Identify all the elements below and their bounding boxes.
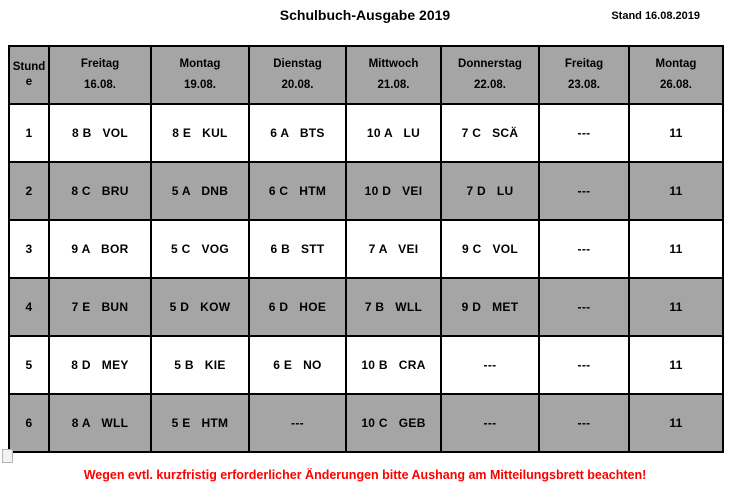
schedule-cell: 6 B STT xyxy=(249,220,346,278)
schedule-cell: 8 D MEY xyxy=(49,336,151,394)
header-date-label: 22.08. xyxy=(474,79,506,91)
header-date-label: 21.08. xyxy=(377,79,410,91)
schedule-cell: 6 D HOE xyxy=(249,278,346,336)
header-date-label: 23.08. xyxy=(568,79,600,91)
stunde-cell: 5 xyxy=(9,336,49,394)
header-date-label: 26.08. xyxy=(660,79,692,91)
header-stunde xyxy=(9,46,49,104)
schedule-cell: 9 A BOR xyxy=(49,220,151,278)
schedule-cell: 6 A BTS xyxy=(249,104,346,162)
schedule-cell: --- xyxy=(539,336,629,394)
schedule-cell: 10 B CRA xyxy=(346,336,441,394)
header-donnerstag-22 xyxy=(441,46,539,104)
page-title: Schulbuch-Ausgabe 2019 xyxy=(279,7,451,23)
table-row xyxy=(9,394,723,452)
table-row xyxy=(9,104,723,162)
header-date-label: 16.08. xyxy=(84,79,116,91)
schedule-cell: 11 xyxy=(629,394,723,452)
header-date-label: 20.08. xyxy=(281,79,314,91)
schedule-cell: 5 C VOG xyxy=(151,220,249,278)
stunde-cell: 4 xyxy=(9,278,49,336)
header-day-label: Donnerstag xyxy=(458,58,522,70)
header-mittwoch-21 xyxy=(346,46,441,104)
stand-date-label: Stand 16.08.2019 xyxy=(611,10,700,22)
table-row xyxy=(9,336,723,394)
table-row xyxy=(9,220,723,278)
schedule-cell: 8 B VOL xyxy=(49,104,151,162)
schedule-cell: 5 D KOW xyxy=(151,278,249,336)
schedule-cell: 5 A DNB xyxy=(151,162,249,220)
schedule-cell: --- xyxy=(539,104,629,162)
schedule-cell: 6 E NO xyxy=(249,336,346,394)
schedule-cell: 8 C BRU xyxy=(49,162,151,220)
schedule-cell: --- xyxy=(539,278,629,336)
schedule-cell: 9 D MET xyxy=(441,278,539,336)
stunde-cell: 3 xyxy=(9,220,49,278)
header-date-label: 19.08. xyxy=(184,79,216,91)
footer-notice: Wegen evtl. kurzfristig erforderlicher Änderungen bitte Aushang am Mitteilungsbrett beachten! xyxy=(83,468,647,482)
schedule-cell: 11 xyxy=(629,162,723,220)
schedule-cell: 7 B WLL xyxy=(346,278,441,336)
table-header-row xyxy=(9,46,723,104)
header-day-label: Montag xyxy=(655,58,697,70)
header-day-label: Freitag xyxy=(564,58,604,70)
schedule-cell: 11 xyxy=(629,104,723,162)
schedule-cell: 7 E BUN xyxy=(49,278,151,336)
schedule-cell: 5 E HTM xyxy=(151,394,249,452)
header-montag-26 xyxy=(629,46,723,104)
header-stunde-label: Stunde xyxy=(12,61,46,88)
header-day-label: Montag xyxy=(179,58,221,70)
header-freitag-16 xyxy=(49,46,151,104)
schedule-cell: 5 B KIE xyxy=(151,336,249,394)
schedule-cell: 7 A VEI xyxy=(346,220,441,278)
schedule-cell: 6 C HTM xyxy=(249,162,346,220)
schedule-cell: 11 xyxy=(629,278,723,336)
schedule-cell: --- xyxy=(539,394,629,452)
schedule-cell: 11 xyxy=(629,336,723,394)
header-day-label: Dienstag xyxy=(273,58,322,70)
header-montag-19 xyxy=(151,46,249,104)
schedule-cell: 10 D VEI xyxy=(346,162,441,220)
schedule-cell: 11 xyxy=(629,220,723,278)
schedule-cell: 9 C VOL xyxy=(441,220,539,278)
stunde-cell: 1 xyxy=(9,104,49,162)
schedule-table xyxy=(8,45,724,453)
table-border-artifact xyxy=(2,449,13,463)
schedule-cell: --- xyxy=(441,336,539,394)
table-row xyxy=(9,278,723,336)
schedule-cell: 8 A WLL xyxy=(49,394,151,452)
schedule-cell: --- xyxy=(249,394,346,452)
schedule-cell: --- xyxy=(441,394,539,452)
stunde-cell: 6 xyxy=(9,394,49,452)
header-day-label: Mittwoch xyxy=(368,58,419,70)
schedule-cell: --- xyxy=(539,162,629,220)
schedule-cell: 10 A LU xyxy=(346,104,441,162)
schedule-cell: 8 E KUL xyxy=(151,104,249,162)
header-day-label: Freitag xyxy=(80,58,120,70)
schedule-cell: 10 C GEB xyxy=(346,394,441,452)
schedule-cell: 7 C SCÄ xyxy=(441,104,539,162)
header-freitag-23 xyxy=(539,46,629,104)
header-dienstag-20 xyxy=(249,46,346,104)
schedule-cell: 7 D LU xyxy=(441,162,539,220)
stunde-cell: 2 xyxy=(9,162,49,220)
schedule-cell: --- xyxy=(539,220,629,278)
table-row xyxy=(9,162,723,220)
